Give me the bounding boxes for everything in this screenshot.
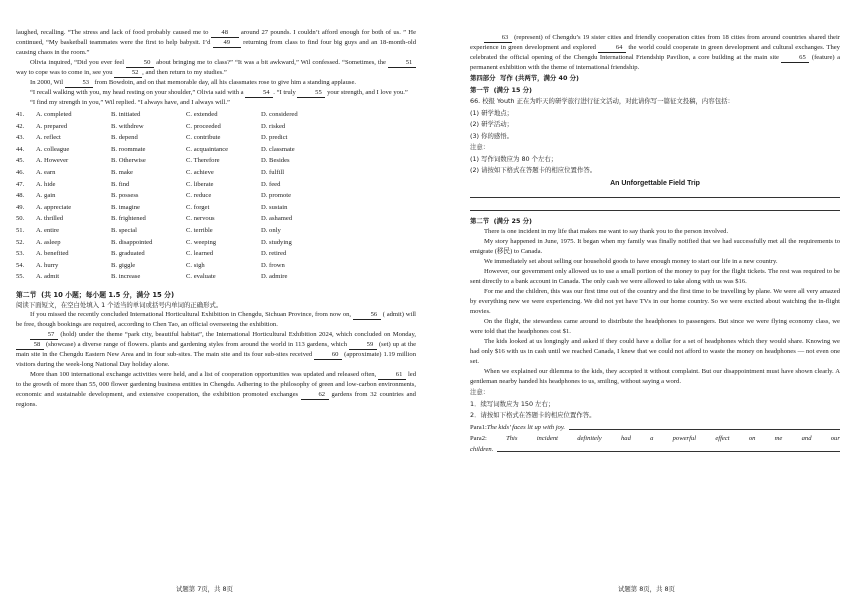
passage-text: laughed, recalling. “The stress and lack of food probably caused me to (16, 29, 211, 36)
para2-word: and (801, 434, 812, 442)
para2-word: This (506, 434, 518, 442)
page-7-footer: 试题第 7页，共 8页 (176, 585, 233, 593)
story-paragraph: We immediately set about selling our household goods to have enough money to start our life in a new country. (484, 258, 778, 265)
answer-blank-58[interactable]: 58 (16, 341, 44, 350)
passage-text: , and then return to my studies.” (142, 69, 227, 76)
story-paragraph: For me and the children, this was our first time out of the country and the first time to be travelling by plane. We were all very amazed by everything new we were experiencing. We did not yet have TVs in our home country. So we were excited about watching the in-flight movies. (470, 288, 840, 315)
passage-text: your strength, and I love you.” (325, 89, 408, 96)
q66-point: (3) 你的感悟。 (470, 131, 514, 140)
option-c[interactable]: C. evaluate (186, 273, 216, 281)
question-number: 52. (16, 238, 25, 246)
para2-word: on (748, 434, 756, 442)
option-a[interactable]: A. reflect (36, 134, 61, 142)
passage-text: (feature) a permanent exhibition with the theme of international friendship. (470, 54, 840, 71)
para2-label: Para2: (470, 434, 487, 442)
option-b[interactable]: B. special (111, 226, 138, 234)
option-d[interactable]: D. only (261, 226, 281, 234)
para2-writing-line[interactable] (497, 444, 840, 452)
question-number: 45. (16, 157, 25, 165)
option-a[interactable]: A. entire (36, 226, 60, 234)
option-d[interactable]: D. promote (261, 192, 292, 200)
cloze-paragraph (16, 28, 416, 58)
essay-title: An Unforgettable Field Trip (610, 179, 700, 187)
question-number: 54. (16, 261, 25, 269)
option-b[interactable]: B. graduated (111, 250, 145, 258)
grammar-paragraph (16, 370, 416, 410)
option-a[interactable]: A. hurry (36, 261, 59, 269)
option-d[interactable]: D. predict (261, 134, 288, 142)
option-a[interactable]: A. benefited (36, 250, 69, 258)
answer-blank-55[interactable]: 55 (297, 89, 325, 98)
option-row (16, 237, 416, 249)
option-c[interactable]: C. proceeded (186, 122, 221, 130)
answer-blank-53[interactable]: 53 (65, 79, 93, 88)
option-b[interactable]: B. withdrew (111, 122, 144, 130)
cloze-paragraph (16, 88, 416, 98)
answer-blank-49[interactable]: 49 (213, 39, 241, 48)
option-c[interactable]: C. contribute (186, 134, 221, 142)
option-a[interactable]: A. However (36, 157, 69, 165)
option-b[interactable]: B. roommate (111, 145, 146, 153)
passage-text: returning from class to find four big guys and an 18-month-old causing chaos in the room.” (16, 39, 416, 56)
option-d[interactable]: D. fulfill (261, 168, 285, 176)
option-b[interactable]: B. possess (111, 192, 139, 200)
answer-blank-57[interactable]: 57 (30, 331, 58, 340)
answer-blank-62[interactable]: 62 (301, 391, 329, 400)
passage-text: way to cope was to come in, see you (16, 69, 115, 76)
para2-word: incident (536, 434, 558, 442)
option-c[interactable]: C. sigh (186, 261, 205, 269)
question-number: 43. (16, 134, 25, 142)
option-row (16, 213, 416, 225)
question-number: 53. (16, 250, 25, 258)
option-row (16, 179, 416, 191)
answer-blank-56[interactable]: 56 (353, 311, 381, 320)
question-number: 49. (16, 203, 25, 211)
passage-text: around 27 pounds. I couldn’t afford enough for both of us. ” He continued, “My basketball teammates were the first to help babysit. I’d (16, 29, 416, 46)
continuation-note: 2．请按如下格式在答题卡的相应位置作答。 (470, 411, 596, 419)
cloze-paragraph (16, 98, 416, 108)
q66-note: (1) 写作词数应为 80 个左右； (470, 154, 558, 163)
answer-blank-65[interactable]: 65 (781, 54, 809, 63)
option-c[interactable]: C. learned (186, 250, 214, 258)
question-66: 66. 校报 Youth 正在为昨天的研学旅行进行征文活动，对此请你写一篇征文投稿，内容包括： (470, 97, 734, 105)
para2-word: effect (715, 434, 730, 442)
para2-word: powerful (672, 434, 697, 442)
option-row (16, 109, 416, 121)
passage-text: Olivia inquired, “Did you ever feel (30, 59, 127, 66)
passage-text: about bringing me to class?” “It was a bit awkward,” Wil confessed. “Sometimes, the (154, 59, 388, 66)
para2-prompt (470, 433, 840, 455)
q66-point: (2) 研学活动； (470, 120, 514, 128)
option-b[interactable]: B. increase (111, 273, 141, 281)
option-c[interactable]: C. reduce (186, 192, 212, 200)
passage-text: “I recall walking with you, my head resting on your shoulder,” Olivia said with a (30, 89, 246, 96)
answer-blank-61[interactable]: 61 (378, 371, 406, 380)
option-d[interactable]: D. Besides (261, 157, 290, 165)
story-paragraph: My story happened in June, 1975. It began when my family was finally notified that we had successfully met all the requirements to emigrate (移民) to Canada. (470, 238, 840, 255)
option-row (16, 248, 416, 260)
para1-label: Para1: (470, 423, 487, 431)
option-a[interactable]: A. prepared (36, 122, 68, 130)
option-b[interactable]: B. disappointed (111, 238, 153, 246)
cloze-paragraph (16, 78, 416, 88)
answer-blank-64[interactable]: 64 (598, 44, 626, 53)
option-a[interactable]: A. completed (36, 111, 72, 118)
grammar-paragraph (16, 330, 416, 370)
option-d[interactable]: D. risked (261, 122, 286, 130)
writing-section-2-heading: 第二节 (满分 25 分) (470, 216, 532, 225)
option-c[interactable]: C. achieve (186, 168, 214, 176)
para1-prompt (470, 422, 840, 433)
passage-text: If you missed the recently concluded International Horticultural Exhibition in Chengdu, Sichuan Province, from now on, (30, 310, 353, 318)
option-a[interactable]: A. admit (36, 273, 60, 281)
option-b[interactable]: B. depend (111, 134, 138, 142)
cloze-options (16, 109, 416, 283)
passage-text: the world could cooperate in green development and cultural exchanges. They celebrated the official opening of the Chengdu International Friendship Pavilion, a core building at the main site (470, 44, 840, 61)
para2-continuation (470, 444, 840, 455)
passage-text: from Bowdoin, and on that memorable day, all his classmates rose to give him a standing applause. (92, 79, 357, 86)
answer-blank-50[interactable]: 50 (126, 59, 154, 68)
option-b[interactable]: B. Otherwise (111, 157, 146, 165)
option-c[interactable]: C. terrible (186, 226, 213, 234)
para2-word: me (774, 434, 783, 442)
cloze-paragraph (16, 58, 416, 78)
option-d[interactable]: D. retired (261, 250, 287, 258)
option-a[interactable]: A. asleep (36, 238, 61, 246)
cloze-reading (16, 28, 416, 108)
answer-blank-51[interactable]: 51 (388, 59, 416, 68)
passage-text: ( admit) will be free, though bookings are required, according to Chen Tao, an official overseeing the exhibition. (16, 310, 416, 328)
para1-writing-line[interactable] (569, 422, 840, 430)
option-c[interactable]: C. weeping (186, 238, 217, 246)
option-row (16, 155, 416, 167)
passage-text: “I find my strength in you,” Wil replied. “I always have, and I always will.” (30, 99, 230, 106)
writing-line[interactable] (470, 190, 840, 198)
para2-continued-word: children. (470, 445, 494, 453)
option-row (16, 167, 416, 179)
answer-blank-54[interactable]: 54 (245, 89, 273, 98)
page-8-footer: 试题第 8页，共 8页 (618, 585, 675, 593)
option-b[interactable]: B. make (111, 168, 133, 176)
option-b[interactable]: B. initiated (111, 111, 141, 118)
option-a[interactable]: A. gain (36, 192, 56, 200)
passage-text: (hold) under the theme “park city, beautiful habitat”, the International Horticultural Exhibition 2024, which concluded on Monday, (58, 330, 416, 338)
option-c[interactable]: C. Therefore (186, 157, 220, 165)
option-row (16, 225, 416, 237)
answer-blank-52[interactable]: 52 (114, 69, 142, 78)
continuation-story (470, 227, 840, 387)
question-number: 55. (16, 273, 25, 281)
section-2-heading: 第二节 (共 10 小题；每小题 1.5 分，满分 15 分) (16, 290, 175, 299)
option-row (16, 144, 416, 156)
option-c[interactable]: C. liberate (186, 180, 214, 188)
option-a[interactable]: A. appreciate (36, 203, 72, 211)
para2-word: our (830, 434, 840, 442)
answer-blank-59[interactable]: 59 (349, 341, 377, 350)
option-row (16, 190, 416, 202)
question-number: 42. (16, 122, 25, 130)
story-paragraph: When we explained our dilemma to the kids, they accepted it without complaint. But our disappointment must have shown clearly. A gentleman nearby handed his headphones to us, smiling, without saying a word. (470, 368, 840, 385)
passage-text: led to the growth of more than 55, 000 flower gardening business entities in Chengdu. Adhering to the philosophy of green and low-carbon environments, economic and sustainable development, and extensive cooperation, the exhibition promoted exchanges (16, 370, 416, 398)
option-c[interactable]: C. forget (186, 203, 210, 211)
part-4-heading: 第四部分 写作 (共两节，满分 40 分) (470, 74, 579, 82)
option-a[interactable]: A. colleague (36, 145, 70, 153)
q66-note: (2) 请按如下格式在答题卡的相应位置作答。 (470, 166, 597, 174)
story-paragraph: On the flight, the stewardess came around to distribute the headphones to passengers. But since we were flying economy class, we were told that the headphones cost $1. (470, 318, 840, 335)
page-7 (16, 28, 416, 410)
story-paragraph: However, our government only allowed us to use a small portion of the money to pay for the flight tickets. The rest was required to be sent directly to a bank account in Canada. The only cash we were allowed to take along with us was $16. (470, 268, 840, 285)
option-d[interactable]: D. sustain (261, 203, 288, 211)
option-d[interactable]: D. classmate (261, 145, 295, 153)
passage-text: (set) up at the main site in the Chengdu Eastern New Area and in four sub-sites. The main site and its four sub-sites received (16, 340, 416, 358)
continuation-note: 1．续写词数应为 150 左右； (470, 399, 555, 408)
notes-label: 注意： (470, 388, 490, 396)
story-paragraph: There is one incident in my life that makes me want to say thank you to the person involved. (484, 228, 729, 235)
question-number: 46. (16, 168, 25, 176)
option-d[interactable]: D. feed (261, 180, 281, 188)
option-c[interactable]: C. extended (186, 111, 218, 118)
option-row (16, 260, 416, 272)
option-b[interactable]: B. frightened (111, 215, 146, 223)
option-row (16, 271, 416, 283)
page-8 (470, 33, 840, 455)
option-a[interactable]: A. hide (36, 180, 56, 188)
passage-text: . “I truly (273, 89, 298, 96)
para2-word: a (650, 434, 654, 442)
option-row (16, 202, 416, 214)
answer-blank-60[interactable]: 60 (314, 351, 342, 360)
answer-blank-48[interactable]: 48 (211, 29, 239, 38)
option-b[interactable]: B. giggle (111, 261, 136, 269)
option-d[interactable]: D. admire (261, 273, 288, 281)
question-number: 51. (16, 226, 25, 234)
grammar-passage-continued (470, 33, 840, 73)
question-number: 44. (16, 145, 25, 153)
grammar-fill-passage (16, 310, 416, 410)
notes-label: 注意： (470, 143, 490, 151)
passage-text: (showcase) a diverse range of flowers. plants and gardening styles from around the world in 113 gardens, which (44, 340, 349, 348)
grammar-paragraph (16, 310, 416, 330)
para2-opening-sentence (470, 433, 840, 444)
writing-section-1-heading: 第一节 (满分 15 分) (470, 85, 532, 94)
passage-text: (approximate) 1.19 million visitors during the week-long National Day holiday alone. (16, 350, 416, 368)
option-d[interactable]: D. studying (261, 238, 292, 246)
story-paragraph: The kids looked at us longingly and asked if they could have a dollar for a set of headphones which they would share. Knowing we had only $16 with us in cash until we reached Canada, I knew that we could not afford to waste the money on headphones — not even one set. (470, 338, 840, 365)
option-d[interactable]: D. considered (261, 111, 298, 118)
option-row (16, 132, 416, 144)
question-number: 48. (16, 192, 25, 200)
para2-word: had (620, 434, 631, 442)
option-a[interactable]: A. thrilled (36, 215, 64, 223)
para2-word: definitely (577, 434, 602, 442)
passage-text: (represent) of Chengdu’s 19 sister cities and friendly cooperation cities from 18 cities from around countries shared their experience in green development and explored (470, 34, 840, 51)
option-b[interactable]: B. find (111, 180, 130, 188)
option-c[interactable]: C. nervous (186, 215, 215, 223)
question-number: 41. (16, 111, 25, 118)
question-number: 47. (16, 180, 25, 188)
passage-text: More than 100 international exchange activities were held, and a list of cooperation opportunities was updated and released often, (30, 370, 379, 378)
option-b[interactable]: B. imagine (111, 203, 140, 211)
option-d[interactable]: D. frown (261, 261, 285, 269)
answer-blank-63[interactable]: 63 (484, 34, 512, 43)
option-d[interactable]: D. ashamed (261, 215, 293, 223)
question-number: 50. (16, 215, 25, 223)
q66-point: (1) 研学地点； (470, 108, 514, 117)
writing-line[interactable] (470, 203, 840, 211)
passage-text: gardens from 32 countries and regions. (16, 390, 416, 408)
section-2-instruction: 阅读下面短文，在空白处填入 1 个适当的单词或括号内单词的正确形式。 (16, 300, 223, 309)
option-c[interactable]: C. acquaintance (186, 145, 229, 153)
option-a[interactable]: A. earn (36, 168, 56, 176)
para1-opening-sentence: The kids’ faces lit up with joy. (486, 423, 566, 431)
passage-text: In 2000, Wil (30, 79, 65, 86)
option-row (16, 121, 416, 133)
